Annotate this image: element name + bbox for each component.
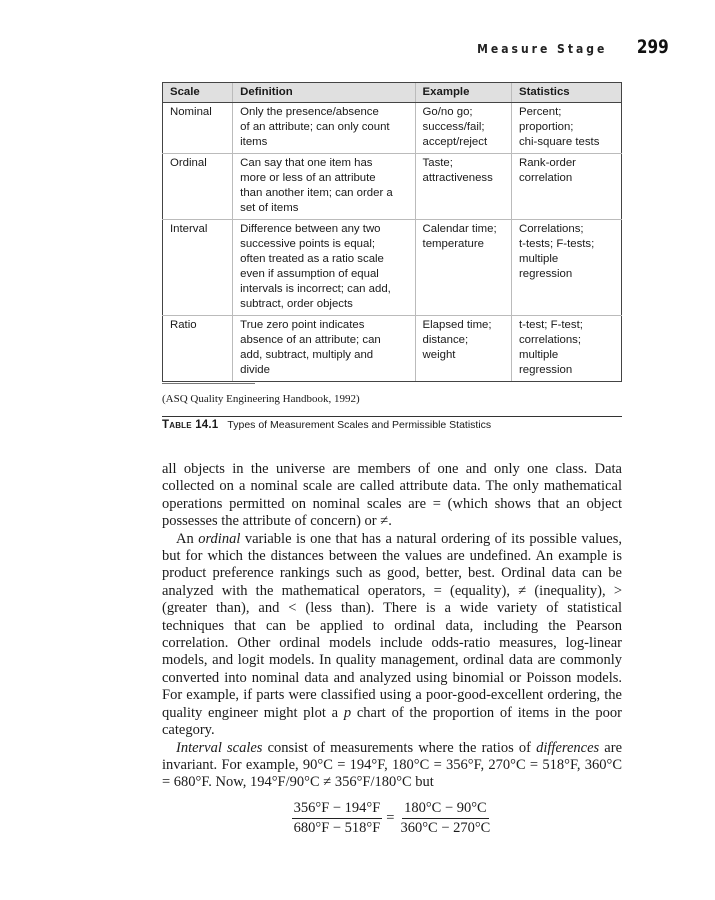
cell-line: often treated as a ratio scale	[240, 253, 384, 265]
caption-label: Table 14.1	[162, 419, 219, 431]
cell-line: intervals is incorrect; can add,	[240, 283, 391, 295]
statistics-cell	[511, 316, 621, 382]
table-source: (ASQ Quality Engineering Handbook, 1992)	[162, 393, 360, 405]
cell-line: absence of an attribute; can	[240, 334, 381, 346]
right-numerator: 180°C − 90°C	[402, 800, 489, 819]
cell-line: Elapsed time;	[422, 319, 492, 331]
left-denominator: 680°F − 518°F	[293, 820, 381, 836]
example-cell	[415, 220, 511, 316]
paragraph-interval	[162, 740, 622, 792]
cell-line: correlation	[518, 172, 573, 184]
definition-cell	[233, 154, 415, 220]
equals-sign: =	[386, 810, 395, 826]
cell-line: subtract, order objects	[240, 298, 353, 310]
cell-line: add, subtract, multiply and	[240, 349, 374, 361]
scale-cell: Interval	[163, 220, 233, 316]
table-row	[163, 154, 622, 220]
caption-text: Types of Measurement Scales and Permissible Statistics	[227, 419, 492, 431]
term-differences: differences	[536, 739, 600, 756]
cell-line: accept/reject	[422, 136, 488, 148]
p2-start: An	[176, 530, 199, 547]
cell-line: temperature	[422, 238, 484, 250]
cell-line: divide	[240, 364, 270, 376]
table-caption	[162, 419, 491, 431]
cell-line: even if assumption of equal	[240, 268, 379, 280]
statistics-cell	[511, 220, 621, 316]
p2-rest: variable is one that has a natural ordering of its possible values, but for which the distances between the values are undefined. An example is product preference rankings such as good, better, best. Ordinal data can be analyzed with the mathematical operators, = (equality), ≠ (inequality), > (greater than), and < (less than). There is a wide variety of statistical techniques that can be applied to ordinal data, including the Pearson correlation. Other ordinal models include odds-ratio measures, log-linear models, and logit models. In quality management, ordinal data are commonly converted into nominal data and analyzed using binomial or Poisson models. For example, if parts were classified using a poor-good-excellent ordering, the quality engineer might plot a	[162, 530, 622, 721]
term-ordinal: ordinal	[198, 530, 241, 547]
cell-line: multiple	[518, 253, 559, 265]
page-number: 299	[637, 36, 669, 58]
table-row	[163, 103, 622, 154]
cell-line: Rank-order	[518, 157, 576, 169]
cell-line: of an attribute; can only count	[240, 121, 390, 133]
cell-line: more or less of an attribute	[240, 172, 376, 184]
cell-line: weight	[422, 349, 456, 361]
definition-cell	[233, 220, 415, 316]
fraction-left	[292, 800, 383, 837]
cell-line: attractiveness	[422, 172, 493, 184]
source-rule	[162, 383, 255, 384]
paragraph-ordinal	[162, 531, 622, 740]
cell-line: True zero point indicates	[240, 319, 365, 331]
header-scale: Scale	[163, 83, 233, 103]
body-text	[162, 461, 622, 792]
table-header-row	[163, 83, 622, 103]
cell-line: set of items	[240, 202, 299, 214]
cell-line: Taste;	[422, 157, 453, 169]
term-interval-scales: Interval scales	[176, 739, 263, 756]
page-header	[477, 36, 669, 58]
cell-line: success/fail;	[422, 121, 485, 133]
cell-line: regression	[518, 364, 573, 376]
left-numerator: 356°F − 194°F	[292, 800, 383, 819]
term-p: p	[343, 704, 352, 721]
example-cell	[415, 316, 511, 382]
cell-line: Go/no go;	[422, 106, 473, 118]
cell-line: regression	[518, 268, 573, 280]
scale-cell: Nominal	[163, 103, 233, 154]
equation	[162, 800, 622, 837]
cell-line: Only the presence/absence	[240, 106, 379, 118]
scale-cell: Ordinal	[163, 154, 233, 220]
definition-cell	[233, 316, 415, 382]
statistics-cell	[511, 154, 621, 220]
example-cell	[415, 103, 511, 154]
header-definition: Definition	[233, 83, 415, 103]
header-example: Example	[415, 83, 511, 103]
cell-line: Difference between any two	[240, 223, 381, 235]
table-row	[163, 316, 622, 382]
right-denominator: 360°C − 270°C	[400, 820, 491, 836]
cell-line: proportion;	[518, 121, 574, 133]
cell-line: distance;	[422, 334, 469, 346]
table-row	[163, 220, 622, 316]
cell-line: successive points is equal;	[240, 238, 376, 250]
header-statistics: Statistics	[511, 83, 621, 103]
scale-cell: Ratio	[163, 316, 233, 382]
caption-rule	[162, 416, 622, 417]
cell-line: chi-square tests	[518, 136, 600, 148]
definition-cell	[233, 103, 415, 154]
running-head: Measure Stage	[477, 42, 608, 56]
measurement-scales-table	[162, 82, 622, 382]
cell-line: multiple	[518, 349, 559, 361]
cell-line: t-tests; F-tests;	[518, 238, 595, 250]
cell-line: than another item; can order a	[240, 187, 393, 199]
example-cell	[415, 154, 511, 220]
p3-mid: consist of measurements where the ratios of	[262, 739, 537, 756]
cell-line: correlations;	[518, 334, 582, 346]
cell-line: t-test; F-test;	[518, 319, 583, 331]
cell-line: Can say that one item has	[240, 157, 373, 169]
cell-line: Calendar time;	[422, 223, 497, 235]
paragraph-nominal: all objects in the universe are members of one and only one class. Data collected on a nominal scale are called attribute data. The only mathematical operations permitted on nominal scales are = (which shows that an object possesses the attribute of concern) or ≠.	[162, 461, 622, 530]
statistics-cell	[511, 103, 621, 154]
p3-rest: are invariant. For example, 90°C = 194°F, 180°C = 356°F, 270°C = 518°F, 360°C = 680°F. Now, 194°F/90°C ≠ 356°F/180°C but	[162, 739, 623, 791]
fraction-right	[398, 800, 492, 837]
cell-line: items	[240, 136, 268, 148]
cell-line: Correlations;	[518, 223, 584, 235]
cell-line: Percent;	[518, 106, 562, 118]
p2-end: chart of the proportion of items in the poor category.	[162, 704, 622, 739]
